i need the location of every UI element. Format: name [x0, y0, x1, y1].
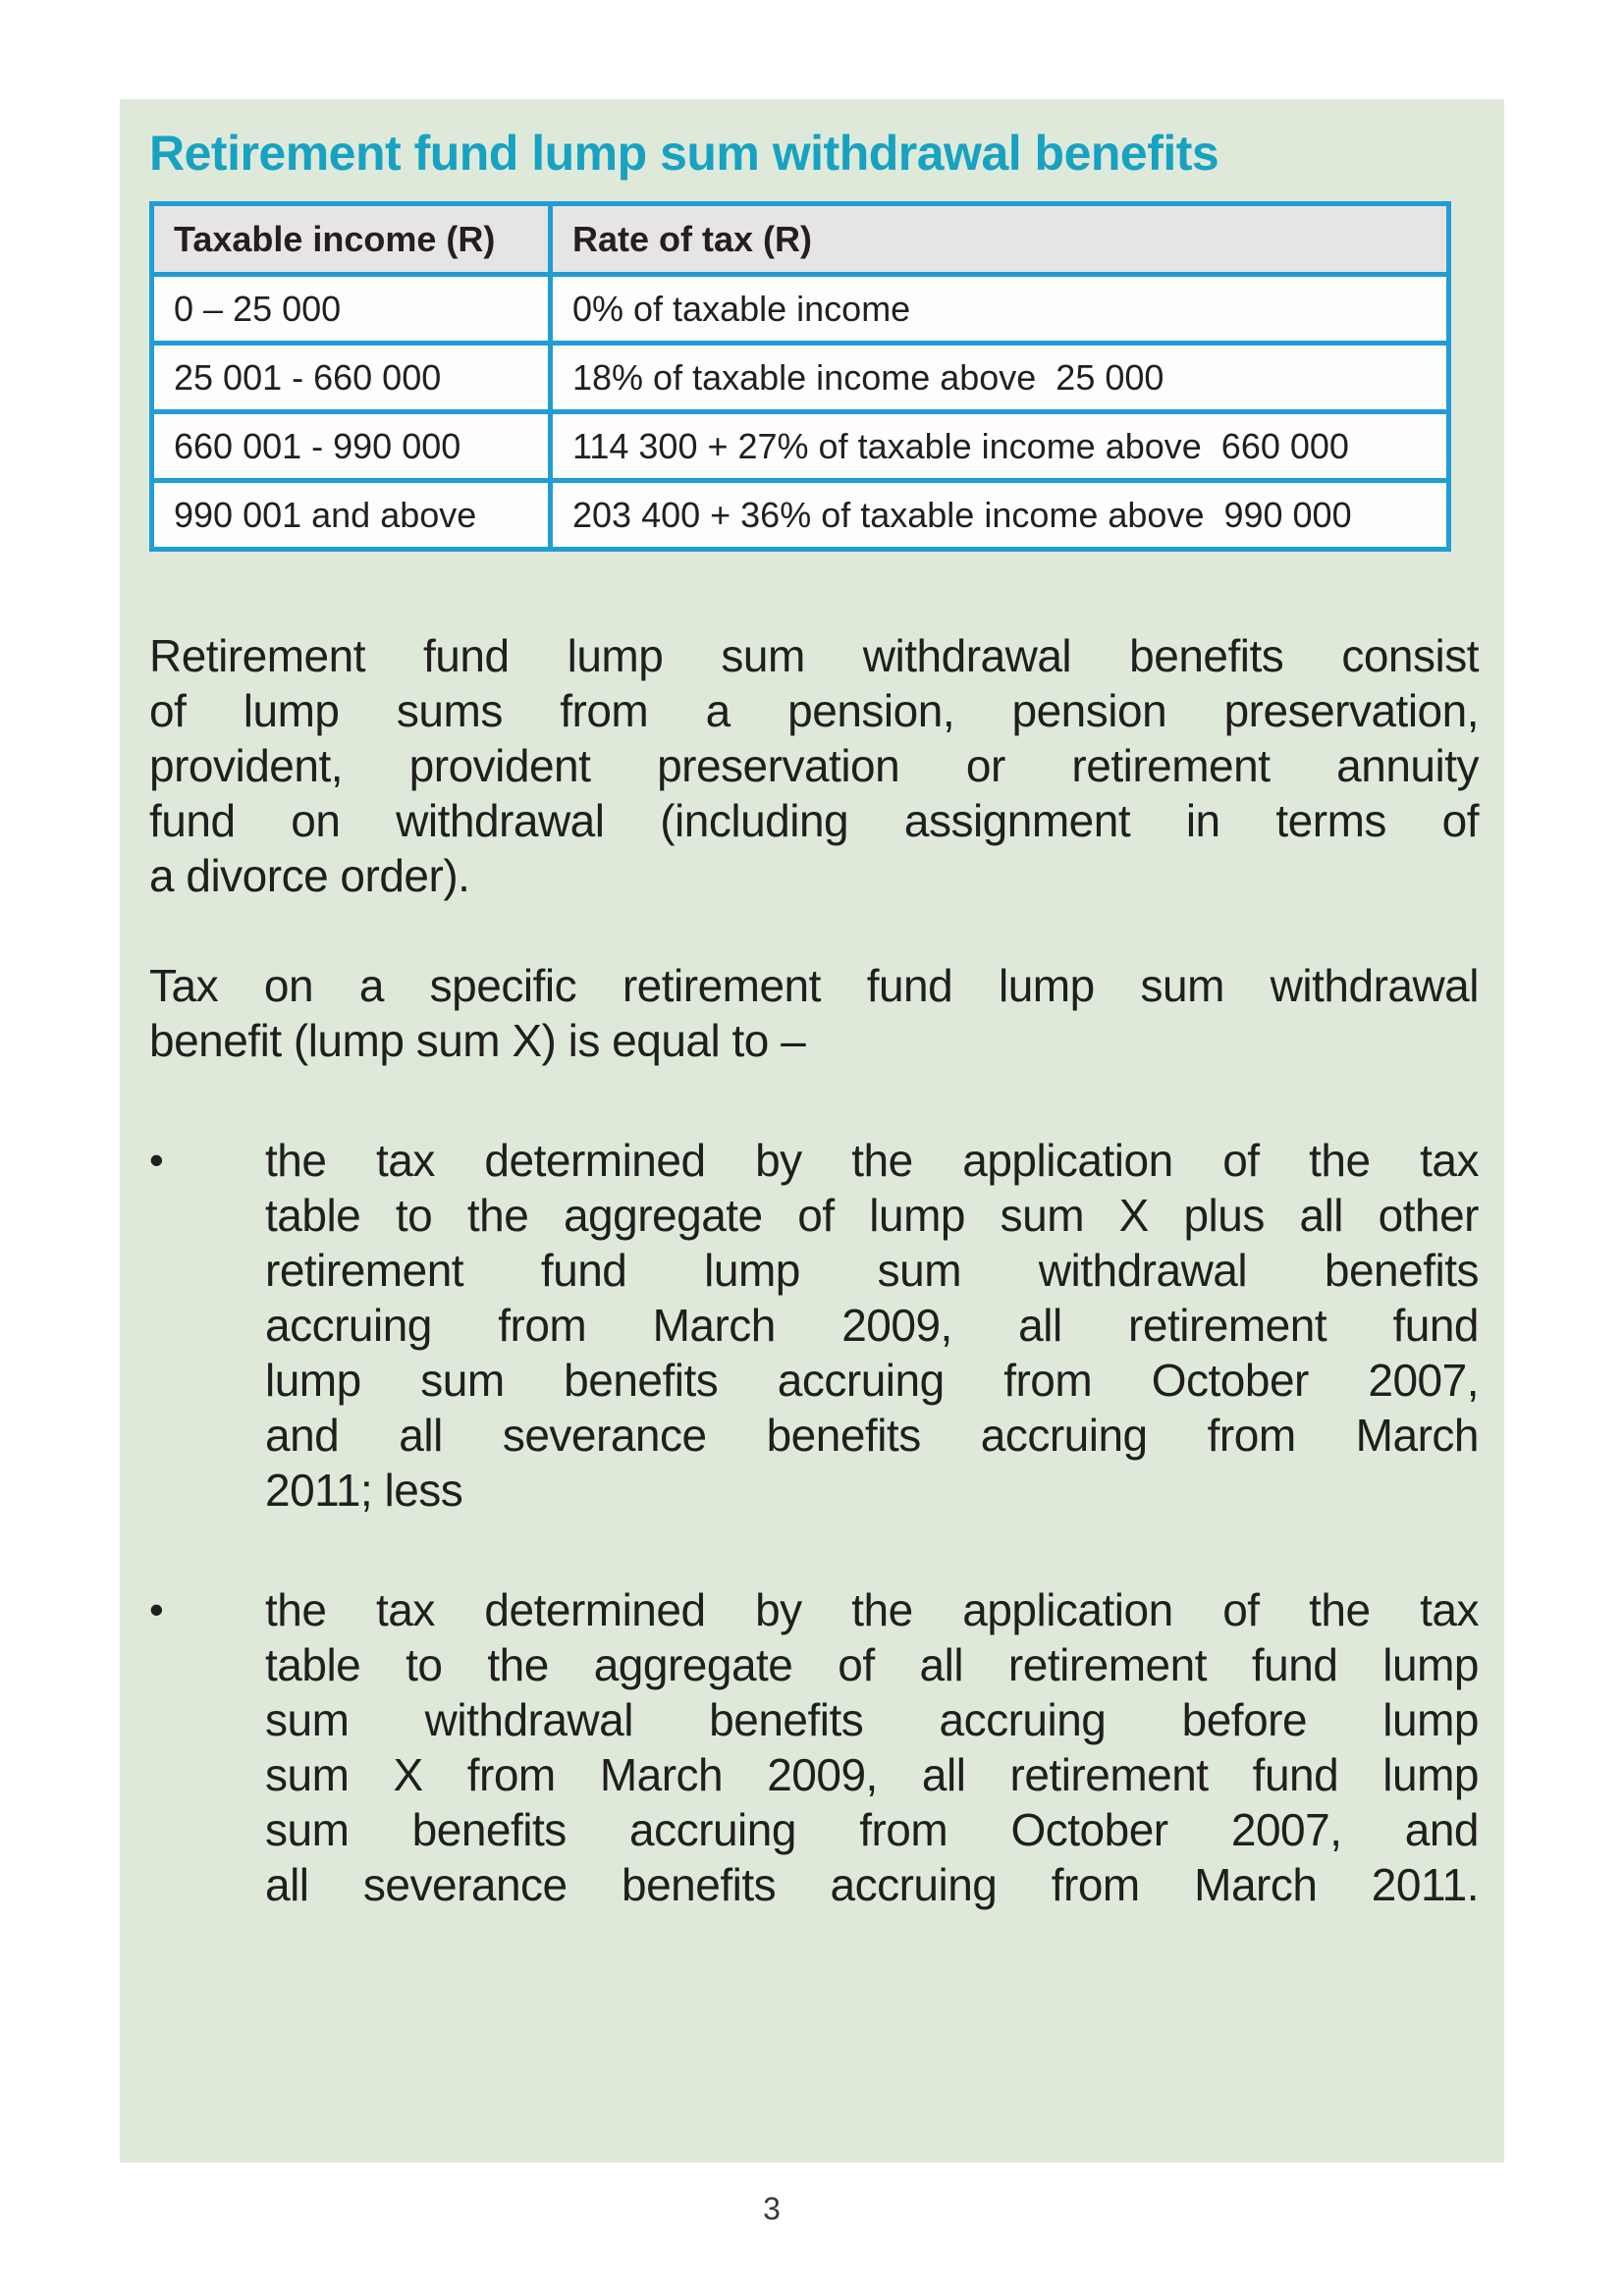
table-row: [152, 481, 1449, 550]
text-line: sum benefits accruing from October 2007, and: [265, 1804, 1479, 1855]
table-cell: 660 001 - 990 000: [152, 412, 551, 481]
text-line: retirement fund lump sum withdrawal benefits: [265, 1245, 1479, 1296]
table-row: [152, 412, 1449, 481]
text-line: sum withdrawal benefits accruing before lump: [265, 1694, 1479, 1745]
page-number: 3: [763, 2191, 781, 2226]
table-row: [152, 275, 1449, 344]
text-line: benefit (lump sum X) is equal to –: [149, 1015, 806, 1066]
section-heading: Retirement fund lump sum withdrawal benefits: [149, 126, 1219, 181]
content-panel: [120, 99, 1504, 2163]
bullet-paragraph: [149, 1582, 1479, 1912]
table-cell: 203 400 + 36% of taxable income above 990 000: [551, 481, 1449, 550]
table-body: [152, 275, 1449, 550]
text-line: sum X from March 2009, all retirement fund lump: [265, 1749, 1479, 1800]
text-line: the tax determined by the application of the tax: [265, 1584, 1479, 1635]
bullet-text: [265, 1582, 1479, 1912]
text-line: of lump sums from a pension, pension preservation,: [149, 685, 1479, 736]
table-header-row: [152, 204, 1449, 275]
text-line: table to the aggregate of all retirement fund lump: [265, 1639, 1479, 1690]
text-line: accruing from March 2009, all retirement fund: [265, 1300, 1479, 1351]
text-line: fund on withdrawal (including assignment in terms of: [149, 795, 1479, 846]
table-cell: 25 001 - 660 000: [152, 344, 551, 412]
text-line: Tax on a specific retirement fund lump sum withdrawal: [149, 960, 1479, 1011]
text-line: and all severance benefits accruing from March: [265, 1410, 1479, 1461]
table-cell: 18% of taxable income above 25 000: [551, 344, 1449, 412]
text-line: table to the aggregate of lump sum X plus all other: [265, 1190, 1479, 1241]
table-cell: 0 – 25 000: [152, 275, 551, 344]
table-row: [152, 344, 1449, 412]
table-cell: 990 001 and above: [152, 481, 551, 550]
text-line: 2011; less: [265, 1465, 463, 1516]
text-line: a divorce order).: [149, 850, 470, 901]
paragraph: [149, 958, 1479, 1068]
column-header-taxable-income: Taxable income (R): [152, 204, 551, 275]
text-line: the tax determined by the application of the tax: [265, 1135, 1479, 1186]
table-cell: 0% of taxable income: [551, 275, 1449, 344]
text-line: Retirement fund lump sum withdrawal benefits consist: [149, 630, 1479, 681]
table-cell: 114 300 + 27% of taxable income above 660 000: [551, 412, 1449, 481]
body-text: [149, 628, 1479, 1912]
bullet-text: [265, 1133, 1479, 1518]
text-line: all severance benefits accruing from March 2011.: [265, 1859, 1479, 1910]
bullet-paragraph: [149, 1133, 1479, 1518]
text-line: provident, provident preservation or retirement annuity: [149, 740, 1479, 791]
bullet-icon: •: [149, 1586, 164, 1632]
text-line: lump sum benefits accruing from October 2007,: [265, 1355, 1479, 1406]
bullet-icon: •: [149, 1137, 164, 1183]
column-header-rate-of-tax: Rate of tax (R): [551, 204, 1449, 275]
tax-table: [149, 201, 1451, 552]
paragraph: [149, 628, 1479, 903]
